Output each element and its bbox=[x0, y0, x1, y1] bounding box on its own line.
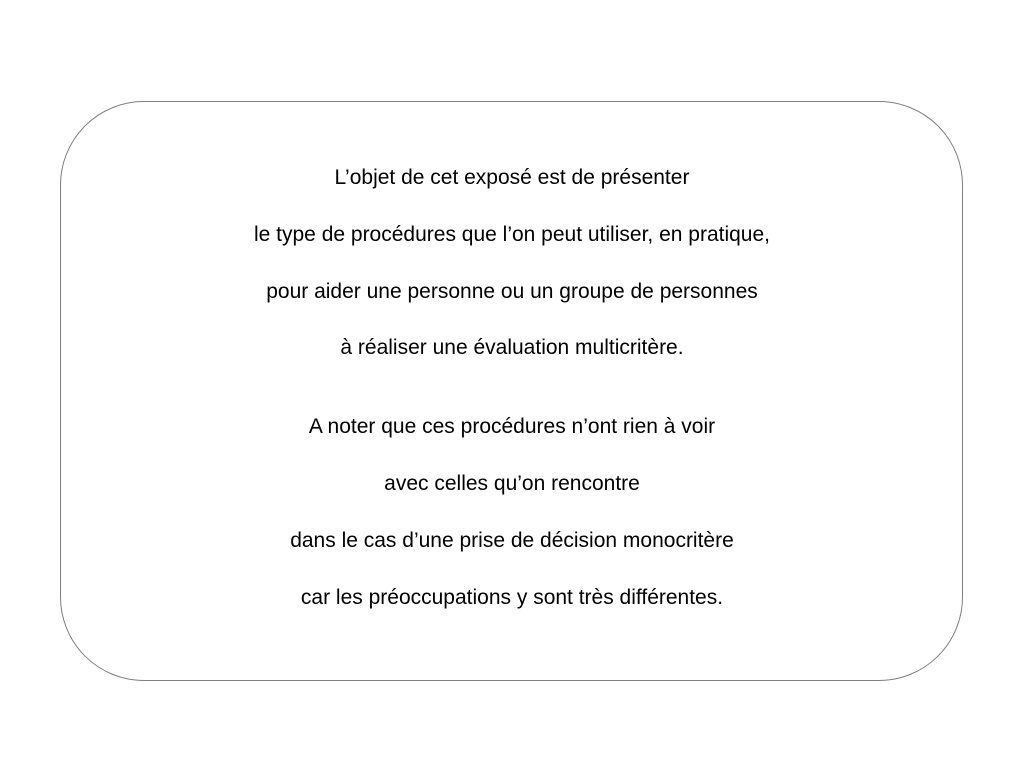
paragraph-2-line-4: car les préoccupations y sont très différentes. bbox=[300, 586, 724, 609]
paragraph-2-line-1: A noter que ces procédures n’ont rien à voir bbox=[308, 415, 716, 438]
paragraph-2-line-2: avec celles qu’on rencontre bbox=[384, 472, 640, 495]
paragraph-1-line-3: pour aider une personne ou un groupe de personnes bbox=[266, 280, 758, 303]
paragraph-2-line-3: dans le cas d’une prise de décision monocritère bbox=[290, 529, 734, 552]
paragraph-1-line-2: le type de procédures que l’on peut utiliser, en pratique, bbox=[253, 223, 770, 246]
paragraph-1-line-1: L’objet de cet exposé est de présenter bbox=[334, 166, 690, 189]
paragraph-1-line-4: à réaliser une évaluation multicritère. bbox=[340, 336, 684, 359]
